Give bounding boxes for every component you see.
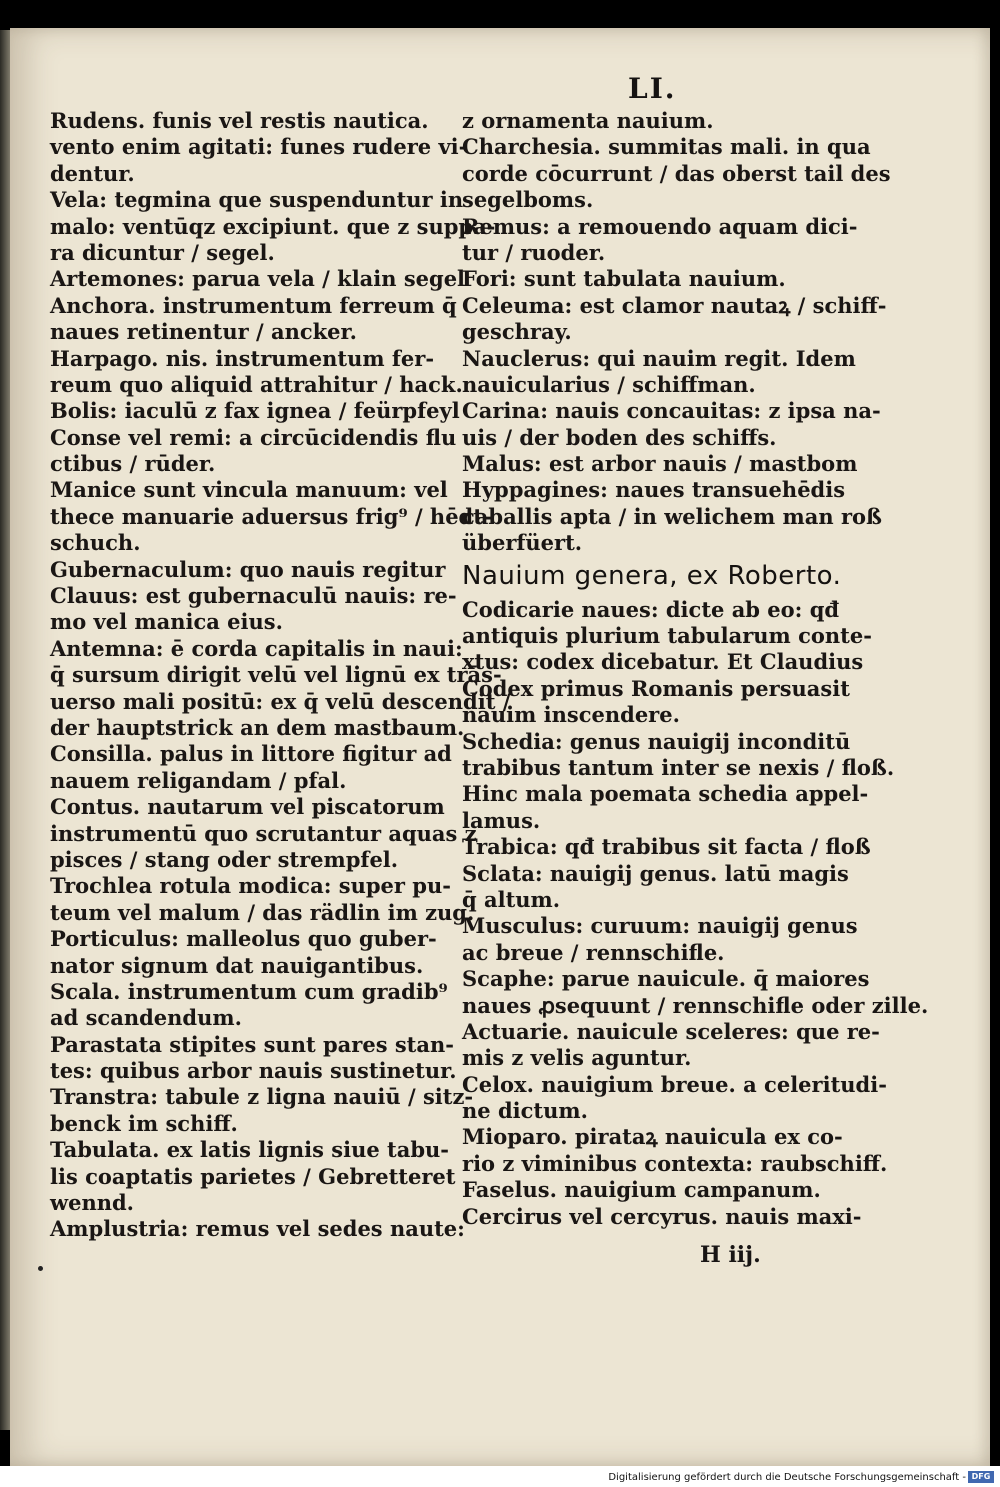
text-line: mo vel manica eius. [50,609,283,635]
text-line: reum quo aliquid attrahitur / hack. [50,371,463,397]
text-line: segelboms. [462,187,594,213]
text-line: Anchora. instrumentum ferreum q̄ [50,292,457,318]
text-line: Antemna: ē corda capitalis in naui: [50,635,463,661]
right-text-column [462,108,929,1230]
text-line: Conse vel remi: a circūcidendis flu [50,424,457,450]
text-line: q̄ sursum dirigit velū vel lignū ex trās- [50,662,502,688]
text-line: Bolis: iaculū z fax ignea / feürpfeyl [50,398,460,424]
text-line: Clauus: est gubernaculū nauis: re- [50,583,457,609]
text-line: Trochlea rotula modica: super pu- [50,873,451,899]
right-column-bottom-block [462,596,929,1230]
text-line: Musculus: curuum: nauigij genus [462,913,858,939]
text-line: Scala. instrumentum cum gradib⁹ [50,978,448,1004]
text-line: Actuarie. nauicule sceleres: que re- [462,1018,880,1044]
text-line: vento enim agitati: funes rudere vi- [50,134,468,160]
text-line: lamus. [462,807,541,833]
text-line: nauem religandam / pfal. [50,767,347,793]
text-line: Hinc mala poemata schedia appel- [462,781,869,807]
text-line: tes: quibus arbor nauis sustinetur. [50,1058,457,1084]
text-line: rio z viminibus contexta: raubschiff. [462,1150,888,1176]
footer-bar [0,1466,1000,1487]
text-line: Fori: sunt tabulata nauium. [462,266,786,292]
text-line: schuch. [50,530,141,556]
text-line: corde cōcurrunt / das oberst tail des [462,160,891,186]
text-line: malo: ventūqz excipiunt. que z suppa- [50,213,496,239]
text-line: Scaphe: parue nauicule. q̄ maiores [462,966,870,992]
text-line: Schedia: genus nauigij inconditū [462,728,851,754]
text-line: tur / ruoder. [462,239,606,265]
right-column-top-block [462,108,891,557]
text-line: Cercirus vel cercyrus. nauis maxi- [462,1203,862,1229]
text-line: Manice sunt vincula manuum: vel [50,477,448,503]
text-line: Contus. nautarum vel piscatorum [50,794,445,820]
text-line: Consilla. palus in littore figitur ad [50,741,452,767]
text-line: z ornamenta nauium. [462,108,714,133]
signature-mark: H iij. [700,1242,761,1268]
text-line: dentur. [50,160,135,186]
text-line: Hyppagines: naues transuehēdis [462,477,846,503]
section-heading: Nauium genera, ex Roberto. [462,560,842,591]
text-line: antiquis plurium tabularum conte- [462,623,872,649]
text-line: Gubernaculum: quo nauis regitur [50,556,446,582]
text-line: nauim inscendere. [462,702,680,728]
text-line: xtus: codex dicebatur. Et Claudius [462,649,864,675]
text-line: ctibus / rūder. [50,451,216,477]
text-line: Remus: a remouendo aquam dici- [462,213,858,239]
text-line: Porticulus: malleolus quo guber- [50,926,437,952]
text-line: ne dictum. [462,1098,588,1124]
text-line: Codicarie naues: dicte ab eo: qđ [462,596,840,622]
text-line: Artemones: parua vela / klain segel [50,266,466,292]
text-line: Rudens. funis vel restis nautica. [50,108,429,133]
text-line: Codex primus Romanis persuasit [462,675,850,701]
text-line: thece manuarie aduersus frig⁹ / hēdt- [50,503,492,529]
text-line: teum vel malum / das rädlin im zug. [50,899,475,925]
text-line: uis / der boden des schiffs. [462,424,777,450]
text-line: Celox. nauigium breue. a celeritudi- [462,1071,887,1097]
text-line: Vela: tegmina que suspenduntur in [50,187,464,213]
text-line: der hauptstrick an dem mastbaum. [50,714,465,740]
text-line: geschray. [462,319,572,345]
text-line: trabibus tantum inter se nexis / floß. [462,754,895,780]
text-line: naues retinentur / ancker. [50,319,357,345]
text-line: nauicularius / schiffman. [462,371,756,397]
text-line: überfüert. [462,530,583,556]
text-line: nator signum dat nauigantibus. [50,952,424,978]
text-line: Celeuma: est clamor nautaꝝ / schiff- [462,292,887,318]
text-line: Charchesia. summitas mali. in qua [462,134,871,160]
text-line: Parastata stipites sunt pares stan- [50,1031,454,1057]
dfg-logo: DFG [968,1471,994,1483]
text-line: Mioparo. pirataꝝ nauicula ex co- [462,1124,843,1150]
text-line: instrumentū quo scrutantur aquas z [50,820,477,846]
text-line: mis z velis aguntur. [462,1045,692,1071]
text-line: uerso mali positū: ex q̄ velū descendit / [50,688,511,714]
folio-number: LI. [628,72,677,105]
text-line: lis coaptatis parietes / Gebretteret [50,1163,456,1189]
text-line: Tabulata. ex latis lignis siue tabu- [50,1137,450,1163]
text-line: Faselus. nauigium campanum. [462,1177,821,1203]
footer-credit-text: Digitalisierung gefördert durch die Deutsche Forschungsgemeinschaft - [608,1472,966,1483]
text-line: benck im schiff. [50,1110,238,1136]
text-line: Trabica: qđ trabibus sit facta / floß [462,834,871,860]
text-line: Malus: est arbor nauis / mastbom [462,451,858,477]
text-line: ra dicuntur / segel. [50,239,275,265]
text-line: caballis apta / in welichem man roß [462,503,882,529]
text-line: ac breue / rennschifle. [462,939,725,965]
text-line: Sclata: nauigij genus. latū magis [462,860,849,886]
text-line: pisces / stang oder strempfel. [50,846,399,872]
text-line: naues ꝓsequunt / rennschifle oder zille. [462,992,929,1018]
text-line: q̄ altum. [462,886,561,912]
text-line: Nauclerus: qui nauim regit. Idem [462,345,856,371]
text-line: Transtra: tabule z ligna nauiū / sitz- [50,1084,474,1110]
text-line: wennd. [50,1190,134,1216]
text-line: Amplustria: remus vel sedes naute: [50,1216,465,1242]
text-line: ad scandendum. [50,1005,242,1031]
text-line: Carina: nauis concauitas: z ipsa na- [462,398,881,424]
ink-speck [38,1266,43,1271]
book-edge [0,30,10,1430]
text-line: Harpago. nis. instrumentum fer- [50,345,435,371]
